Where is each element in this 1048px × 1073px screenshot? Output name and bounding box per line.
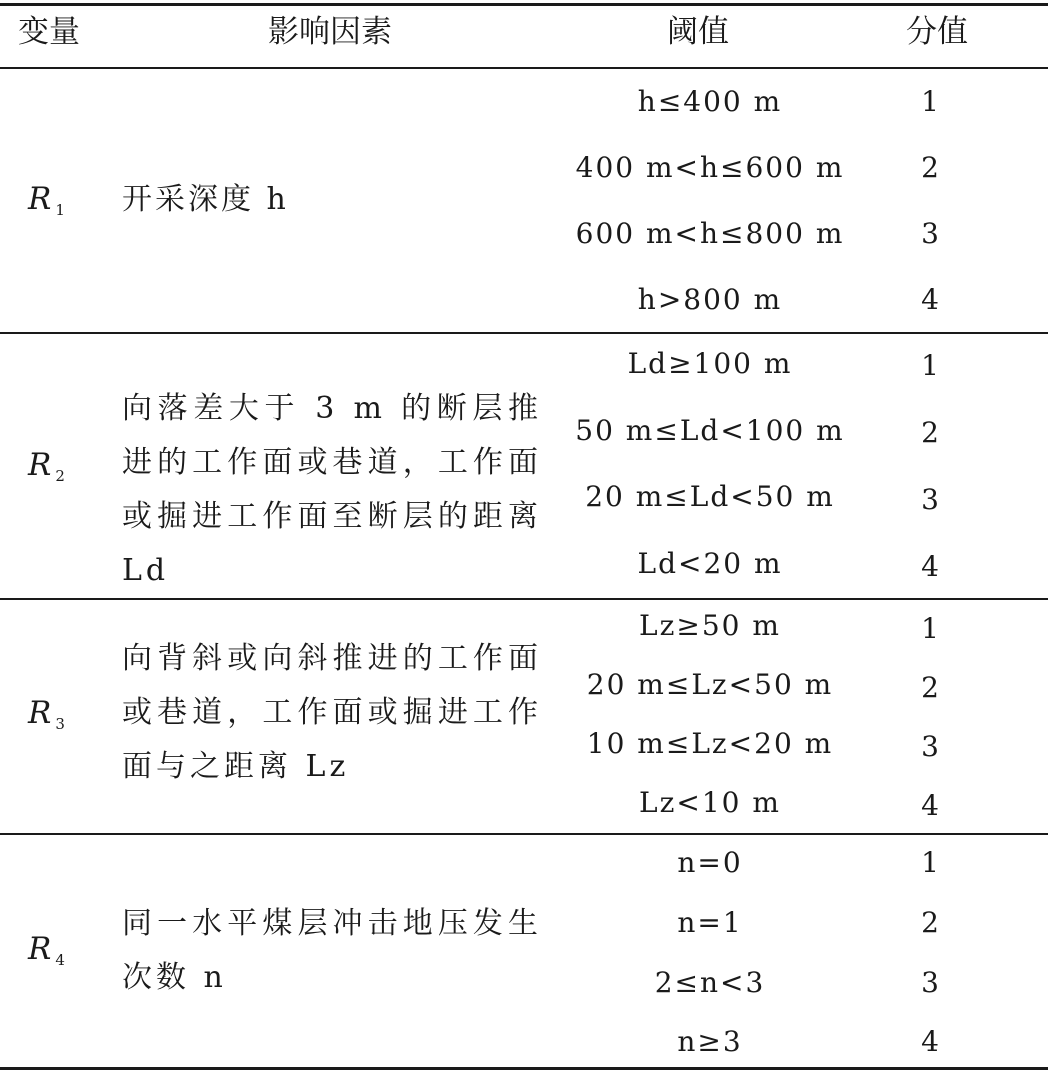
threshold-cell: n≥3 bbox=[677, 1025, 743, 1058]
header-score: 分值 bbox=[906, 14, 968, 50]
score-cell: 3 bbox=[921, 217, 939, 250]
threshold-cell: Ld≥100 m bbox=[627, 347, 793, 380]
group-divider bbox=[0, 332, 1048, 334]
score-cell: 3 bbox=[921, 966, 939, 999]
score-cell: 3 bbox=[921, 483, 939, 516]
threshold-cell: n=1 bbox=[677, 906, 743, 939]
threshold-cell: 10 m≤Lz<20 m bbox=[586, 727, 834, 760]
threshold-cell: 20 m≤Lz<50 m bbox=[586, 668, 834, 701]
score-cell: 4 bbox=[921, 1025, 939, 1058]
score-cell: 2 bbox=[921, 416, 939, 449]
score-cell: 4 bbox=[921, 789, 939, 822]
variable-label: R $_1$ bbox=[28, 181, 65, 219]
score-cell: 2 bbox=[921, 151, 939, 184]
threshold-cell: Lz<10 m bbox=[639, 786, 781, 819]
threshold-cell: n=0 bbox=[677, 846, 743, 879]
score-cell: 2 bbox=[921, 906, 939, 939]
header-rule bbox=[0, 67, 1048, 69]
score-cell: 1 bbox=[921, 846, 939, 879]
threshold-cell: h≤400 m bbox=[637, 85, 783, 118]
factor-text: 开采深度 h bbox=[122, 182, 289, 217]
factor-text: 向背斜或向斜推进的工作面或巷道，工作面或掘进工作面与之距离 Lz bbox=[122, 641, 542, 784]
top-rule bbox=[0, 3, 1048, 6]
factor-text: 同一水平煤层冲击地压发生次数 n bbox=[122, 906, 542, 995]
factor-text: 向落差大于 3 m 的断层推进的工作面或巷道，工作面或掘进工作面至断层的距离 Ld bbox=[122, 391, 542, 588]
threshold-cell: 50 m≤Ld<100 m bbox=[575, 414, 845, 447]
variable-label: R $_4$ bbox=[28, 931, 65, 969]
score-cell: 4 bbox=[921, 283, 939, 316]
score-cell: 1 bbox=[921, 612, 939, 645]
score-cell: 4 bbox=[921, 550, 939, 583]
threshold-cell: 2≤n<3 bbox=[654, 966, 766, 999]
variable-label: R $_2$ bbox=[28, 447, 65, 485]
score-cell: 1 bbox=[921, 85, 939, 118]
score-cell: 1 bbox=[921, 349, 939, 382]
threshold-cell: 400 m<h≤600 m bbox=[575, 151, 845, 184]
score-cell: 2 bbox=[921, 671, 939, 704]
threshold-cell: 20 m≤Ld<50 m bbox=[585, 480, 835, 513]
bottom-rule bbox=[0, 1067, 1048, 1070]
threshold-cell: h>800 m bbox=[637, 283, 783, 316]
header-threshold: 阈值 bbox=[667, 14, 729, 50]
score-cell: 3 bbox=[921, 730, 939, 763]
header-variable: 变量 bbox=[18, 14, 80, 50]
threshold-cell: Lz≥50 m bbox=[639, 609, 781, 642]
group-divider bbox=[0, 598, 1048, 600]
threshold-cell: 600 m<h≤800 m bbox=[575, 217, 845, 250]
header-factor: 影响因素 bbox=[268, 14, 392, 50]
variable-label: R $_3$ bbox=[28, 695, 65, 733]
threshold-cell: Ld<20 m bbox=[637, 547, 783, 580]
group-divider bbox=[0, 833, 1048, 835]
